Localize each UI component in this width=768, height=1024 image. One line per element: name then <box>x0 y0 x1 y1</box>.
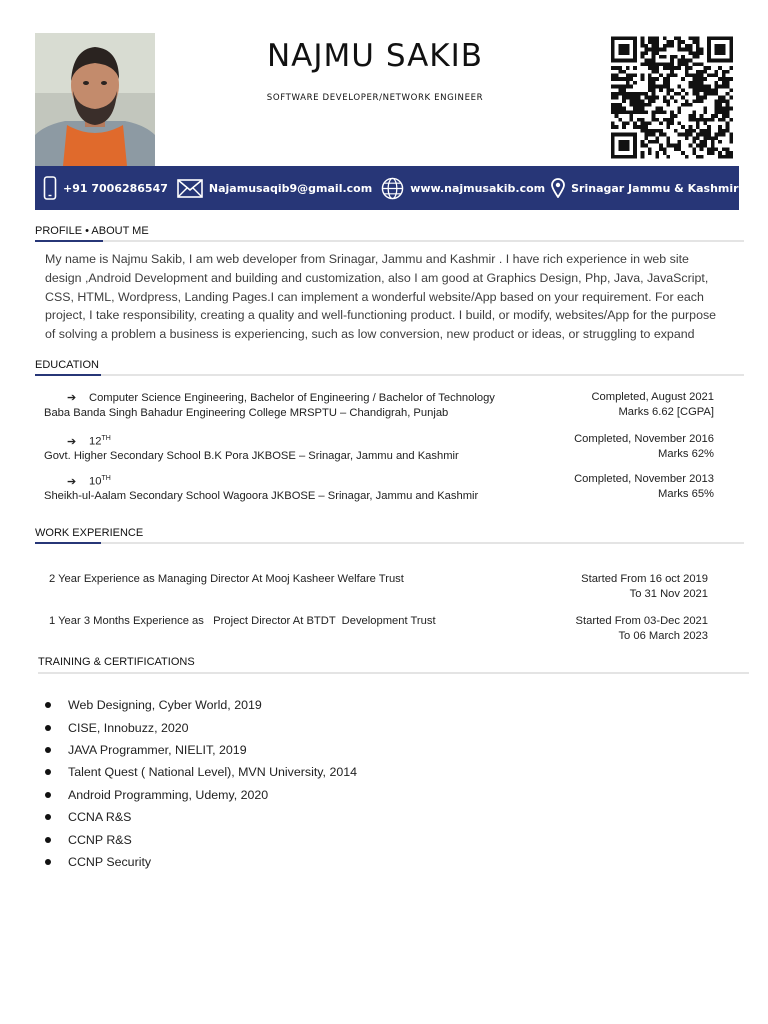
education-heading-sup: TH <box>101 435 111 442</box>
education-marks: Marks 62% <box>658 447 714 460</box>
work-dates <box>576 614 708 643</box>
location-text: Srinagar Jammu & Kashmir <box>571 181 739 195</box>
education-dates <box>591 390 714 419</box>
list-item: CCNP Security <box>45 851 357 873</box>
education-status: Completed, November 2016 <box>574 433 714 445</box>
profile-line: My name is Najmu Sakib, I am web developer from Srinagar, Jammu and Kashmir . I have rich experience in web site <box>45 252 689 266</box>
education-marks: Marks 65% <box>658 487 714 500</box>
arrow-icon: ➔ <box>67 392 77 404</box>
email-address: Najamusaqib9@gmail.com <box>208 181 373 195</box>
education-dates <box>574 472 714 501</box>
bullet-icon <box>45 725 51 731</box>
profile-line: project, I take responsibility, creating a quality and well-functioning product. I build, or modify, websites/App for the purpose <box>45 308 717 323</box>
contact-bar <box>35 166 739 210</box>
contact-website[interactable] <box>381 177 545 200</box>
education-dates <box>574 432 714 461</box>
work-end: To 06 March 2023 <box>618 629 708 642</box>
contact-phone[interactable] <box>43 176 168 200</box>
education-item <box>44 472 478 504</box>
list-item: CISE, Innobuzz, 2020 <box>45 716 357 738</box>
education-institution: Baba Banda Singh Bahadur Engineering College MRSPTU – Chandigrah, Punjab <box>44 406 449 419</box>
education-status: Completed, November 2013 <box>574 473 714 485</box>
profile-section-title: PROFILE • ABOUT ME <box>35 225 149 237</box>
bullet-icon <box>45 769 51 775</box>
education-heading: 12 <box>89 435 102 448</box>
training-divider <box>38 672 749 674</box>
profile-line: CSS, HTML, Wordpress, Landing Pages.I can implement a wonderful website/App based on your requirement. For each <box>45 289 704 304</box>
list-item: Android Programming, Udemy, 2020 <box>45 784 357 806</box>
arrow-icon: ➔ <box>67 435 77 448</box>
work-role: 2 Year Experience as Managing Director At Mooj Kasheer Welfare Trust <box>49 573 404 585</box>
education-institution: Govt. Higher Secondary School B.K Pora JKBOSE – Srinagar, Jammu and Kashmir <box>44 450 459 463</box>
bullet-icon <box>45 814 51 820</box>
bullet-icon <box>45 859 51 865</box>
education-section-title: EDUCATION <box>35 359 99 371</box>
education-heading: Computer Science Engineering, Bachelor of Engineering / Bachelor of Technology <box>89 392 495 404</box>
profile-line: design ,Android Development and building and customization, also I am good at Graphics Design, Php, Java, JavaScript, <box>45 270 709 285</box>
phone-icon <box>43 176 57 200</box>
work-section-title: WORK EXPERIENCE <box>35 527 144 539</box>
profile-divider <box>35 240 744 242</box>
work-end: To 31 Nov 2021 <box>629 587 708 600</box>
bullet-icon <box>45 792 51 798</box>
bullet-icon <box>45 702 51 708</box>
work-role: 1 Year 3 Months Experience as Project Director At BTDT Development Trust <box>49 615 436 627</box>
website-url: www.najmusakib.com <box>410 181 546 195</box>
location-pin-icon <box>551 178 565 198</box>
education-divider <box>35 374 744 376</box>
list-item: CCNP R&S <box>45 828 357 850</box>
globe-icon <box>381 177 404 200</box>
contact-location <box>551 178 738 198</box>
education-status: Completed, August 2021 <box>591 391 714 403</box>
education-item <box>44 391 495 420</box>
phone-number: +91 7006286547 <box>63 181 168 195</box>
profile-line: of solving a problem a business is experiencing, such as low conversion, new product or ideas, or struggling to expand <box>45 327 695 342</box>
job-title: SOFTWARE DEVELOPER/NETWORK ENGINEER <box>266 93 484 103</box>
training-section-title: TRAINING & CERTIFICATIONS <box>38 656 195 668</box>
candidate-name: NAJMU SAKIB <box>266 38 484 74</box>
bullet-icon <box>45 837 51 843</box>
profile-photo <box>35 33 155 166</box>
list-item: Web Designing, Cyber World, 2019 <box>45 694 357 716</box>
work-divider <box>35 542 744 544</box>
contact-email[interactable] <box>177 179 372 198</box>
profile-paragraph <box>45 250 735 344</box>
bullet-icon <box>45 747 51 753</box>
work-start: Started From 16 oct 2019 <box>581 573 708 585</box>
education-heading: 10 <box>89 475 102 488</box>
work-dates <box>581 572 708 601</box>
qr-code[interactable] <box>611 35 733 160</box>
education-institution: Sheikh-ul-Aalam Secondary School Wagoora JKBOSE – Srinagar, Jammu and Kashmir <box>44 490 479 503</box>
education-heading-sup: TH <box>101 475 111 482</box>
mail-icon <box>177 179 203 198</box>
arrow-icon: ➔ <box>67 475 77 488</box>
work-start: Started From 03-Dec 2021 <box>575 615 708 627</box>
certification-list <box>45 694 357 873</box>
education-marks: Marks 6.62 [CGPA] <box>618 405 714 418</box>
education-item <box>44 432 459 464</box>
list-item: JAVA Programmer, NIELIT, 2019 <box>45 739 357 761</box>
list-item: Talent Quest ( National Level), MVN University, 2014 <box>45 761 357 783</box>
list-item: CCNA R&S <box>45 806 357 828</box>
